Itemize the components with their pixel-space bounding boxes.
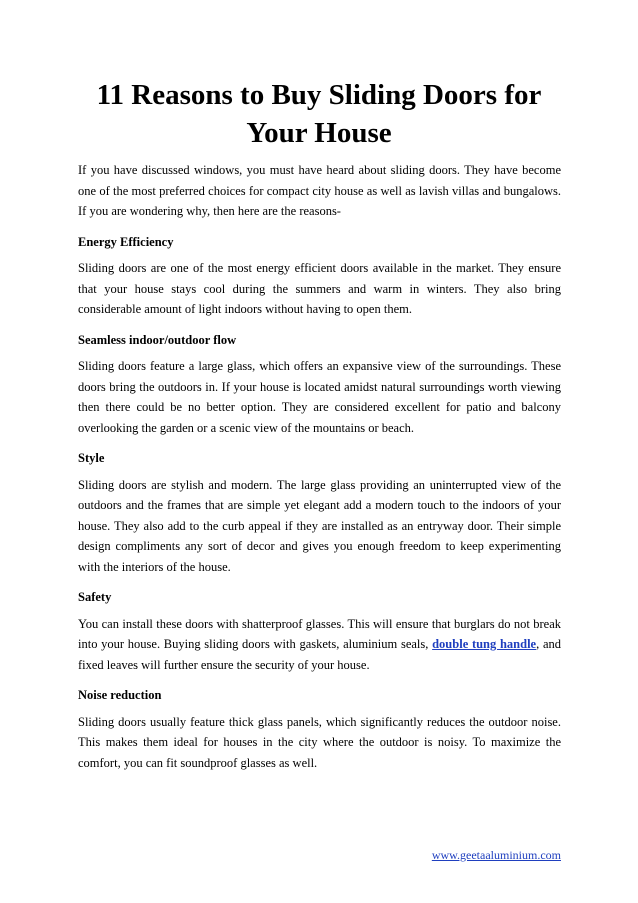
- paragraph-energy-efficiency: Sliding doors are one of the most energy efficient doors available in the market. They ensure that your house stays cool during the summers and warm in winters. They also bring considerable amount of light indoors without having to open them.: [78, 261, 561, 316]
- intro-paragraph: If you have discussed windows, you must have heard about sliding doors. They have become one of the most preferred choices for compact city house as well as lavish villas and bungalows. If you are wondering why, then here are the reasons-: [78, 163, 561, 218]
- paragraph-indoor-outdoor-flow: Sliding doors feature a large glass, which offers an expansive view of the surroundings. These doors bring the outdoors in. If your house is located amidst natural surroundings worth viewing then there could be no better option. They are considered excellent for patio and balcony overlooking the garden or a scenic view of the mountains or beach.: [78, 359, 561, 435]
- heading-style: Style: [78, 451, 105, 465]
- safety-text-before-link: You can install these doors with shatterproof glasses. This will ensure that burglars do not break into your house. Buying sliding doors with gaskets, aluminium seals,: [78, 616, 561, 651]
- heading-safety: Safety: [78, 590, 112, 604]
- paragraph-noise-reduction: Sliding doors usually feature thick glass panels, which significantly reduces the outdoor noise. This makes them ideal for houses in the city where the outdoor is noisy. To maximize the comfort, you can fit soundproof glasses as well.: [78, 714, 561, 770]
- double-tung-handle-link[interactable]: double tung handle: [432, 637, 537, 651]
- safety-text-after-link: , and fixed leaves will further ensure the security of your house.: [78, 637, 561, 672]
- heading-indoor-outdoor-flow: Seamless indoor/outdoor flow: [78, 332, 237, 347]
- paragraph-style: Sliding doors are stylish and modern. The large glass providing an uninterrupted view of the outdoors and the frames that are simple yet elegant add a modern touch to the indoors of your house. They also add to the curb appeal if they are installed as an entryway door. Their simple design compliments any sort of decor and gives you enough freedom to keep experimenting with the interiors of the house.: [78, 477, 561, 574]
- article-body: [78, 160, 561, 773]
- heading-energy-efficiency: Energy Efficiency: [78, 234, 174, 249]
- page-title: 11 Reasons to Buy Sliding Doors for Your House: [96, 79, 542, 149]
- paragraph-safety: [78, 614, 561, 676]
- footer-website-link[interactable]: www.geetaaluminium.com: [431, 848, 561, 862]
- heading-noise-reduction: Noise reduction: [78, 688, 162, 702]
